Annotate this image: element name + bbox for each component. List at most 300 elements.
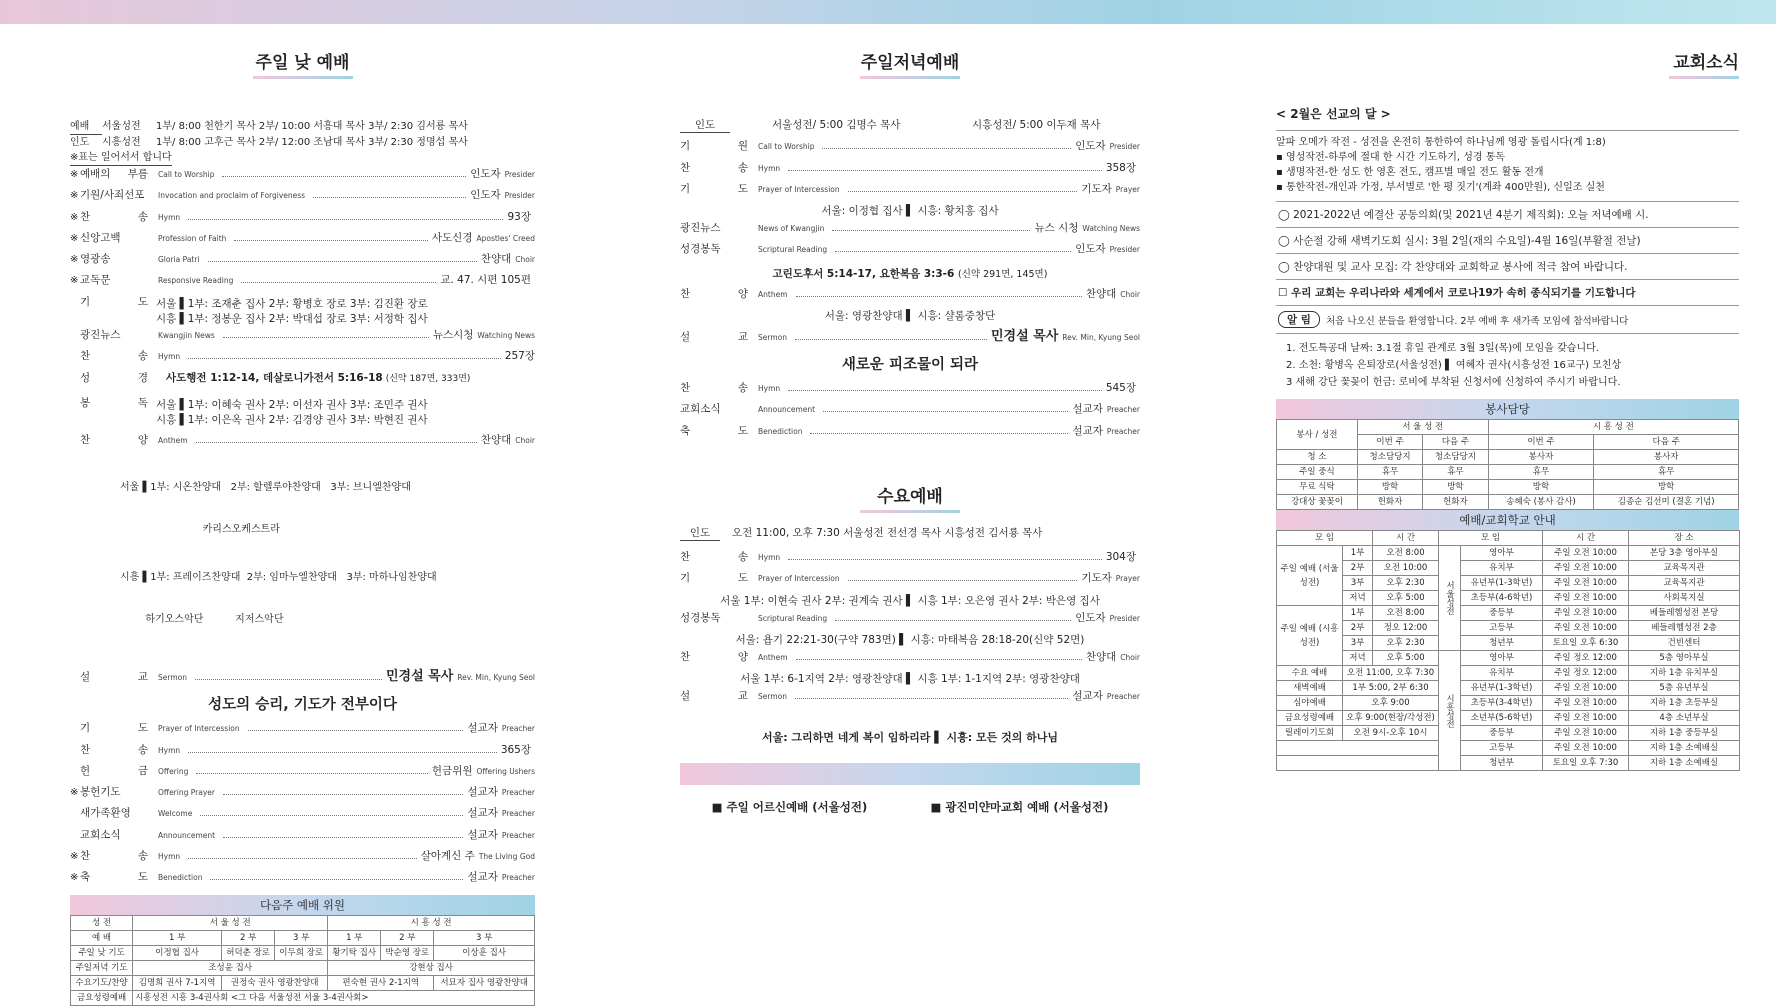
lead-text: 오전 11:00, 오후 7:30 서울성전 전선경 목사 시흥성전 김서룡 목사	[732, 526, 1043, 539]
table-cell: 유년부(1-3학년)	[1461, 681, 1543, 696]
table-row	[1277, 480, 1739, 495]
table-cell: 정오 12:00	[1373, 621, 1439, 636]
table-cell: 지하 1층 유치부실	[1629, 666, 1740, 681]
item-english: Sermon	[758, 333, 787, 343]
table-row	[1277, 495, 1739, 510]
table-cell: 헌화자	[1423, 495, 1488, 510]
table-cell: 금요성령예배	[71, 990, 133, 1005]
leader-dots	[210, 873, 463, 880]
order-list	[70, 166, 535, 294]
table-cell: 주일 오전 10:00	[1543, 591, 1629, 606]
leader-dots	[241, 276, 436, 283]
item-value-en: Preacher	[1106, 426, 1140, 436]
table-cell: 지하 1층 소예배실	[1629, 741, 1740, 756]
item-english: Call to Worship	[758, 142, 815, 152]
table-cell: 오후 9:00	[1343, 696, 1439, 711]
table-cell: 예 배	[71, 930, 133, 945]
table-cell: 2부	[1343, 621, 1373, 636]
leaders-block	[70, 119, 535, 166]
table-cell: 휴무	[1594, 465, 1739, 480]
item-label: 교독문	[80, 274, 111, 287]
leader-dots	[208, 255, 477, 262]
table-cell: 허덕춘 장로	[222, 945, 275, 960]
stand-mark: ※	[70, 851, 79, 863]
table-cell: 방학	[1423, 480, 1488, 495]
table-cell: 1부	[1343, 606, 1373, 621]
order-item	[680, 549, 1140, 570]
table-cell: 김종순 김선미 (결혼 기념)	[1594, 495, 1739, 510]
bullet-text: 통한작전-개인과 가정, 부서별로 '한 평 짓기'(계좌 400만원), 신일조 실천	[1285, 182, 1605, 193]
order-list	[680, 220, 1140, 263]
item-value: 인도자	[1075, 611, 1106, 624]
table-cell: 주일 예배 (시흥성전)	[1277, 606, 1343, 666]
table-cell: 5층 영아부실	[1629, 651, 1740, 666]
table-cell: 새벽예배	[1277, 681, 1343, 696]
table-cell: 무료 식탁	[1277, 480, 1358, 495]
table-cell: 주일 오전 10:00	[1543, 621, 1629, 636]
table-cell: 3부	[1343, 636, 1373, 651]
table-cell: 1 부	[133, 930, 222, 945]
order-list	[680, 549, 1140, 592]
item-label: 기 도	[80, 295, 148, 308]
table-cell: 주일 오전 10:00	[1543, 681, 1629, 696]
table-cell: 고등부	[1461, 621, 1543, 636]
table-cell: 초등부(3-4학년)	[1461, 696, 1543, 711]
gradient-divider	[680, 763, 1140, 785]
item-value: 기도자	[1081, 572, 1112, 585]
choir-line: 하기오스악단 지저스악단	[120, 614, 284, 626]
lead-site: 시흥성전	[102, 137, 141, 148]
item-value: 설교자	[1072, 424, 1103, 437]
leader-dots	[810, 427, 1068, 434]
item-english: Anthem	[158, 435, 188, 445]
item-value-en: Preacher	[501, 809, 535, 819]
table-row	[1277, 651, 1740, 666]
item-value: 찬양대	[1085, 650, 1117, 663]
item-value: 설교자	[467, 722, 498, 735]
mission-block	[1276, 130, 1739, 195]
item-english: Prayer of Intercession	[158, 724, 240, 734]
table-cell: 주일 오전 10:00	[1543, 711, 1629, 726]
table-cell: 송혜숙 (봉사 감사)	[1488, 495, 1594, 510]
order-item	[680, 160, 1140, 181]
evening-service-column	[680, 30, 1140, 815]
order-item	[70, 209, 535, 230]
footer-services	[680, 799, 1140, 815]
item-english: Call to Worship	[158, 170, 215, 179]
item-label: 신앙고백	[80, 231, 121, 244]
item-value-en: Apostles' Creed	[476, 233, 535, 243]
table-cell: 시흥성전 시흥 3-4권사회 <그 다음 서울성전 서울 3-4권사회>	[133, 990, 535, 1005]
table-cell: 주일 오전 10:00	[1543, 576, 1629, 591]
table-row	[1277, 741, 1740, 756]
table-row	[1277, 606, 1740, 621]
item-value: 기도자	[1081, 182, 1112, 195]
order-item	[680, 241, 1140, 262]
order-list-tail	[680, 380, 1140, 444]
item-english: Responsive Reading	[158, 276, 234, 286]
item-value-en: Presider	[1109, 142, 1140, 152]
next-week-title: 다음주 예배 위원	[70, 895, 535, 915]
table-cell: 토요일 오후 6:30	[1543, 636, 1629, 651]
item-label: 기 도	[680, 572, 748, 585]
order-list	[680, 138, 1140, 202]
table-cell: 편숙현 권사 2-1지역	[328, 975, 434, 990]
leader-dots	[223, 788, 463, 795]
lead-site: 서울성전	[102, 121, 141, 132]
item-value: 545장	[1105, 382, 1136, 395]
table-cell: 지하 1층 소예배실	[1629, 756, 1740, 771]
table-cell: 방학	[1357, 480, 1422, 495]
table-cell: 오전 11:00, 오후 7:30	[1343, 666, 1439, 681]
leader-dots	[788, 384, 1102, 391]
reading-item	[70, 395, 535, 428]
notice: ◯ 사순절 강해 새벽기도회 실시: 3월 2일(재의 수요일)-4월 16일(부활절 전날)	[1276, 227, 1739, 253]
table-header: 시 간	[1543, 531, 1629, 546]
table-row	[1277, 666, 1740, 681]
item-value-en: Prayer	[1115, 574, 1140, 584]
item-label: 성경봉독	[680, 611, 721, 624]
table-cell: 1부	[1343, 546, 1373, 561]
item-value-en: Presider	[1109, 245, 1140, 255]
choir-line: 서울: 영광찬양대 ▌ 시흥: 샬롬중창단	[824, 310, 996, 323]
table-cell: 수요 예배	[1277, 666, 1343, 681]
item-value: 뉴스시청	[432, 329, 474, 342]
item-english: Prayer of Intercession	[758, 184, 840, 194]
table-cell: 중등부	[1461, 606, 1543, 621]
table-cell: 릴레이기도회	[1277, 726, 1343, 741]
announcement: 2. 소천: 황병옥 은퇴장로(서울성전) ▌ 여혜자 권사(시흥성전 16교구) 모친상	[1286, 360, 1622, 371]
table-cell: 서묘자 집사 영광찬양대	[434, 975, 535, 990]
wed-sermon	[680, 688, 1140, 709]
table-header: 모 임	[1277, 531, 1373, 546]
item-english: Hymn	[758, 384, 781, 394]
table-cell: 주일 오전 10:00	[1543, 546, 1629, 561]
table-cell: 주일 오전 10:00	[1543, 726, 1629, 741]
table-cell: 저녁	[1343, 591, 1373, 606]
item-value: 설교자	[467, 807, 498, 820]
table-cell: 주일 오전 10:00	[1543, 696, 1629, 711]
item-english: News of Kwangjin	[758, 224, 825, 234]
table-body	[1277, 531, 1740, 771]
item-english: Hymn	[758, 552, 781, 562]
table-row	[1277, 726, 1740, 741]
item-label: 찬 송	[80, 210, 148, 223]
lead-text: 1부/ 8:00 천한기 목사 2부/ 10:00 서흥대 목사 3부/ 2:30 김서룡 목사	[156, 121, 468, 132]
stand-mark: ※	[70, 787, 79, 799]
order-item	[70, 805, 535, 826]
table-cell: 시 흥 성 전	[328, 915, 535, 930]
leader-dots	[788, 553, 1102, 560]
item-english: Invocation and proclaim of Forgiveness	[158, 191, 306, 201]
table-cell: 주일 오전 10:00	[1543, 741, 1629, 756]
item-label: 기 도	[80, 722, 148, 735]
order-item	[70, 166, 535, 187]
lead-label: 인도	[680, 525, 720, 541]
table-cell: 유년부(1-3학년)	[1461, 576, 1543, 591]
prayer-line: 서울: 이정협 집사 ▌ 시흥: 황치홍 집사	[821, 205, 999, 218]
table-cell: 유치부	[1461, 561, 1543, 576]
sermon-title: 성도의 승리, 기도가 전부이다	[208, 697, 397, 714]
bullet-text: 생명작전-한 성도 한 영혼 전도, 캠프별 매일 전도 활동 전개	[1285, 167, 1544, 178]
table-cell: 오후 2:30	[1373, 636, 1439, 651]
table-cell: 3부	[1343, 576, 1373, 591]
item-label: 봉헌기도	[80, 786, 121, 799]
item-english: Hymn	[158, 745, 181, 755]
cell-text: 봉사	[1296, 429, 1313, 440]
item-english: Gloria Patri	[158, 255, 200, 265]
table-cell: 봉사자	[1594, 450, 1739, 465]
table-row	[1277, 450, 1739, 465]
leader-dots	[822, 142, 1071, 149]
preacher-name: 민경설 목사	[990, 329, 1059, 345]
prayer-line: 시흥 ▌1부: 정봉운 집사 2부: 박대섭 장로 3부: 서정학 집사	[156, 313, 428, 326]
table-row	[1277, 756, 1740, 771]
item-english: Hymn	[158, 352, 181, 362]
item-label: 성경봉독	[680, 243, 721, 256]
notice: ☐ 우리 교회는 우리나라와 세계에서 코로나19가 속히 종식되기를 기도합니다	[1276, 279, 1739, 305]
mission-verse: 알파 오메가 작전 - 성전을 온전히 통한하여 하나님께 영광 돌립시다(계 1:8)	[1276, 137, 1606, 148]
table-cell: 시 흥 성 전	[1488, 420, 1738, 435]
notice: ◯ 2021-2022년 예결산 공동의회(및 2021년 4분기 제직회): 오늘 저녁예배 시.	[1276, 201, 1739, 227]
order-item	[680, 570, 1140, 591]
item-value-en: Prayer	[1115, 184, 1140, 194]
bullet: ▪ 통한작전-개인과 가정, 부서별로 '한 평 짓기'(계좌 400만원), 신일조 실천	[1276, 182, 1605, 193]
table-row	[1277, 531, 1740, 546]
service-duty-title: 봉사담당	[1276, 399, 1739, 419]
table-cell: 1 부	[328, 930, 381, 945]
table-cell: 1부 5:00, 2부 6:30	[1343, 681, 1439, 696]
item-english: Sermon	[158, 673, 187, 683]
item-english: Hymn	[158, 852, 181, 862]
stand-mark: ※	[70, 254, 79, 266]
table-cell: 오후 5:00	[1373, 591, 1439, 606]
item-label: 영광송	[80, 253, 111, 266]
stand-mark: ※	[70, 232, 79, 244]
table-cell: 3 부	[434, 930, 535, 945]
order-item	[70, 848, 535, 869]
stand-mark: ※	[70, 169, 79, 180]
table-row	[1277, 546, 1740, 561]
item-value-en: Choir	[515, 255, 535, 265]
leader-dots	[200, 809, 463, 816]
item-value-en: Preacher	[501, 724, 535, 734]
item-value-en: Presider	[1109, 613, 1140, 623]
item-value: 설교자	[467, 871, 498, 884]
education-table	[1276, 530, 1740, 771]
table-header: 시 간	[1373, 531, 1439, 546]
leader-dots	[234, 234, 428, 241]
leader-dots	[188, 852, 417, 859]
table-cell: 오후 2:30	[1373, 576, 1439, 591]
item-label: 기 도	[680, 182, 748, 195]
leader-dots	[788, 164, 1102, 171]
choir-line: 시흥 ▌1부: 프레이즈찬양대 2부: 임마누엘찬양대 3부: 마하나임찬양대	[120, 572, 437, 584]
lead-row	[680, 117, 1140, 138]
table-cell: 청소담당지	[1423, 450, 1488, 465]
table-cell: 사회목지실	[1629, 591, 1740, 606]
item-english: Kwangjin News	[158, 331, 215, 341]
item-value-en: Choir	[1120, 652, 1140, 662]
order-item	[70, 230, 535, 251]
table-cell: 주일저녁 기도	[71, 960, 133, 975]
anthem-item	[70, 432, 535, 453]
table-row	[1277, 465, 1739, 480]
table-cell: 2부	[1343, 561, 1373, 576]
leader-dots	[196, 767, 428, 774]
table-cell: 주일 정오 12:00	[1543, 666, 1629, 681]
bible-item	[70, 370, 535, 395]
footer-service: ■ 광진미얀마교회 예배 (서울성전)	[930, 800, 1109, 815]
item-value: 358장	[1105, 161, 1136, 174]
leader-dots	[188, 746, 497, 753]
table-cell: 휴무	[1423, 465, 1488, 480]
item-value-en: Offering Ushers	[476, 766, 535, 776]
hymn-item	[70, 348, 535, 369]
sermon-title: 새로운 피조물이 되라	[841, 357, 979, 374]
month-theme: < 2월은 선교의 달 >	[1276, 107, 1391, 121]
item-label: 설 교	[680, 690, 748, 703]
item-english: Anthem	[758, 652, 788, 662]
choir-line: 카리스오케스트라	[120, 524, 280, 536]
item-label: 찬 송	[680, 161, 748, 174]
item-english: Prayer of Intercession	[758, 574, 840, 584]
item-value: 찬양대	[480, 433, 512, 446]
table-cell: 심야예배	[1277, 696, 1343, 711]
bible-text: 고린도후서 5:14-17, 요한복음 3:3-6	[772, 267, 955, 280]
item-label: 기 원	[680, 140, 748, 153]
item-value-en: The Living God	[478, 852, 535, 862]
section-title: 주일 낮 예배	[243, 48, 363, 79]
table-cell: 주일 낮 기도	[71, 945, 133, 960]
church-news-column	[1276, 30, 1739, 771]
item-value-en: Presider	[504, 170, 535, 179]
leader-dots	[223, 831, 463, 838]
item-english: Hymn	[158, 212, 181, 222]
item-english: Profession of Faith	[158, 233, 227, 243]
item-label: 교회소식	[80, 828, 121, 841]
bullet: ▪ 영성작전-하루에 절대 한 시간 기도하기, 성경 통독	[1276, 152, 1506, 163]
announcement: 1. 전도특공대 날짜: 3.1절 휴일 관계로 3월 3일(목)에 모임을 갖습니다.	[1286, 343, 1599, 354]
item-value: 교. 47. 시편 105편	[440, 274, 531, 287]
item-english: Scriptural Reading	[758, 245, 828, 255]
footer-service: ■ 주일 어르신예배 (서울성전)	[711, 800, 868, 815]
table-cell: 이상훈 집사	[434, 945, 535, 960]
item-value: 설교자	[1072, 403, 1103, 416]
table-cell: 봉사 / 성전	[1277, 420, 1358, 450]
item-label: 찬 양	[680, 650, 748, 663]
order-item	[70, 763, 535, 784]
prayer-line: 서울 1부: 이현숙 권사 2부: 권계숙 권사 ▌ 시흥 1부: 오은영 권사 2부: 박은영 집사	[720, 594, 1100, 607]
item-value-en: Watching News	[477, 331, 535, 341]
table-cell	[1277, 756, 1439, 771]
table-cell: 김명희 권사 7-1지역	[133, 975, 222, 990]
table-cell: 헌화자	[1357, 495, 1422, 510]
table-cell: 다음 주	[1594, 435, 1739, 450]
item-label: 새가족환영	[80, 807, 131, 820]
section-title: 교회소식	[1659, 48, 1739, 79]
bible-ref	[680, 263, 1140, 286]
item-value: 사도신경	[431, 231, 473, 244]
item-label: 광진뉴스	[680, 222, 721, 235]
table-cell: 주일 오전 10:00	[1543, 606, 1629, 621]
table-cell: 오전 8:00	[1373, 606, 1439, 621]
item-value: 찬양대	[1085, 287, 1117, 300]
next-week-table	[70, 915, 535, 1006]
item-label: 봉 독	[80, 396, 148, 409]
item-english: Scriptural Reading	[758, 613, 828, 623]
table-row	[1277, 576, 1740, 591]
item-value-en: Preacher	[501, 830, 535, 840]
table-cell: 오후 5:00	[1373, 651, 1439, 666]
table-cell: 베들레헴성전 본당	[1629, 606, 1740, 621]
reading-line: 서울 ▌1부: 이혜숙 권사 2부: 이선자 권사 3부: 조민주 권사	[156, 398, 428, 411]
item-value: 365장	[500, 743, 531, 756]
table-header: 모 임	[1439, 531, 1543, 546]
table-cell: 청년부	[1461, 756, 1543, 771]
item-value: 설교자	[1072, 690, 1103, 703]
site-label: 서울성전	[1439, 546, 1461, 651]
leader-dots	[188, 213, 503, 220]
order-item	[680, 138, 1140, 159]
table-cell: 고등부	[1461, 741, 1543, 756]
table-cell: 2 부	[222, 930, 275, 945]
prayer-item	[70, 294, 535, 327]
bullet-text: 영성작전-하루에 절대 한 시간 기도하기, 성경 통독	[1285, 152, 1506, 163]
item-english: Offering	[158, 766, 189, 776]
item-label: 축 도	[80, 871, 148, 884]
leader-dots	[832, 224, 1030, 231]
notice: ◯ 찬양대원 및 교사 모집: 각 찬양대와 교회학교 봉사에 적극 참여 바랍니다.	[1276, 253, 1739, 279]
bible-pages: (신약 187면, 333면)	[385, 373, 471, 384]
order-item	[70, 869, 535, 890]
table-cell: 4층 소년부실	[1629, 711, 1740, 726]
item-value-en: Preacher	[1106, 405, 1140, 415]
table-cell: 지하 1층 초등부실	[1629, 696, 1740, 711]
stand-mark: ※	[70, 211, 79, 223]
item-value: 설교자	[467, 828, 498, 841]
table-cell: 지하 1층 중등부실	[1629, 726, 1740, 741]
alim-badge: 알 림	[1278, 311, 1320, 328]
order-item	[680, 380, 1140, 401]
item-label: 축 도	[680, 424, 748, 437]
table-cell: 봉사자	[1488, 450, 1594, 465]
table-cell: 청 소	[1277, 450, 1358, 465]
table-cell: 금요성령예배	[1277, 711, 1343, 726]
item-label: 기원/사죄선포	[80, 189, 145, 202]
lead-text: 시흥성전/ 5:00 이두재 목사	[972, 119, 1101, 131]
item-value: 93장	[507, 210, 531, 223]
table-row	[1277, 621, 1740, 636]
table-body	[1277, 450, 1739, 510]
order-item	[680, 401, 1140, 422]
table-row	[71, 930, 535, 945]
table-row	[1277, 696, 1740, 711]
cell-text: 성전	[1321, 429, 1338, 440]
wed-reading	[680, 610, 1140, 631]
service-duty-table	[1276, 419, 1739, 510]
stand-mark: ※	[70, 872, 79, 884]
announcements	[1276, 333, 1739, 397]
alim-row	[1276, 305, 1739, 333]
order-item	[70, 827, 535, 848]
table-cell: 이두희 장로	[275, 945, 328, 960]
sermon-item	[70, 665, 535, 689]
item-label: 광진뉴스	[80, 329, 121, 342]
table-cell: 주일 정오 12:00	[1543, 651, 1629, 666]
order-item	[70, 272, 535, 293]
table-cell: 휴무	[1357, 465, 1422, 480]
